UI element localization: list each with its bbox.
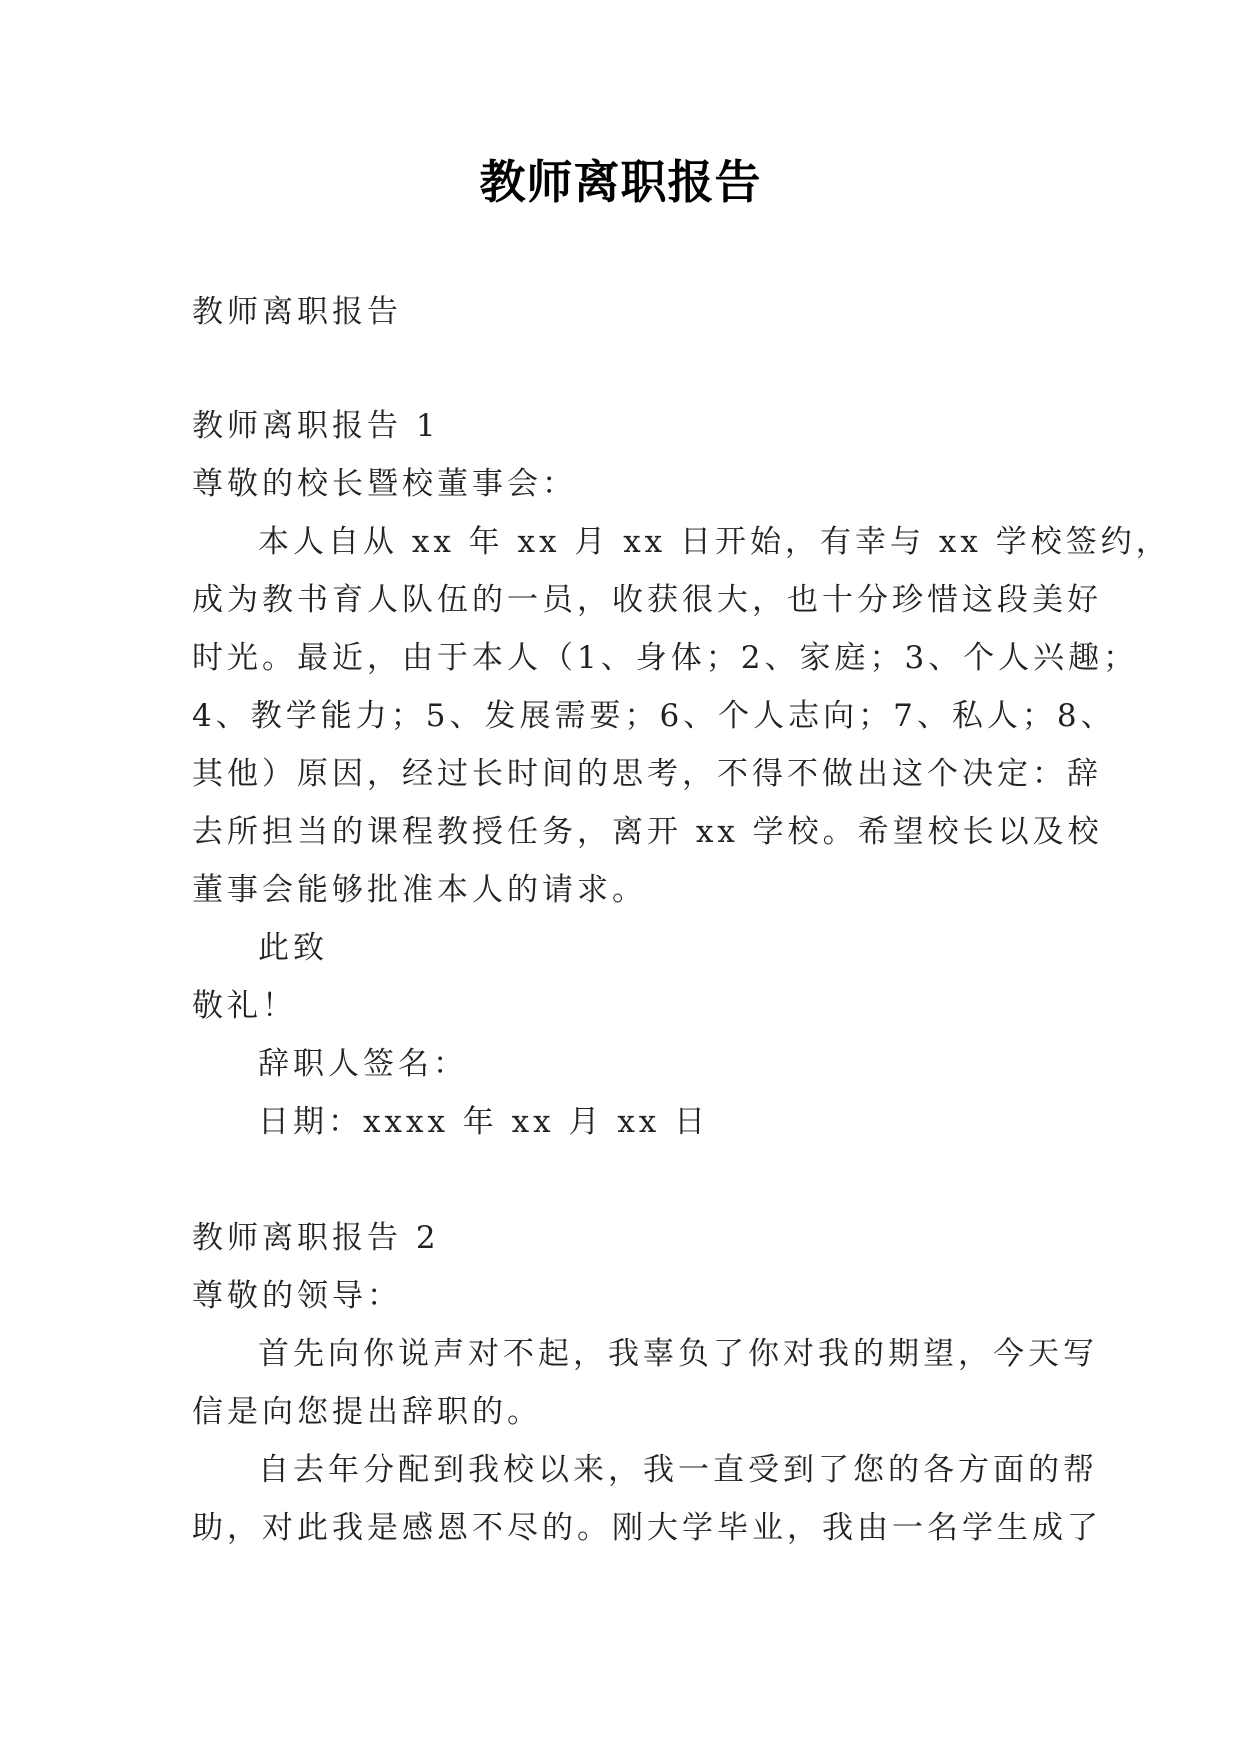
section1-date: 日期：xxxx 年 xx 月 xx 日 xyxy=(258,1104,710,1140)
section1-heading: 教师离职报告 1 xyxy=(192,408,440,444)
section1-salutation: 尊敬的校长暨校董事会： xyxy=(192,466,577,502)
section2-heading: 教师离职报告 2 xyxy=(192,1220,440,1256)
section1-closing-ci-zhi: 此致 xyxy=(258,930,328,966)
section1-closing-jing-li: 敬礼！ xyxy=(192,988,297,1024)
section1-paragraph-line: 本人自从 xx 年 xx 月 xx 日开始，有幸与 xx 学校签约， xyxy=(258,524,1171,560)
section2-salutation: 尊敬的领导： xyxy=(192,1278,402,1314)
section1-paragraph-line: 董事会能够批准本人的请求。 xyxy=(192,872,647,908)
section1-paragraph-line: 其他）原因，经过长时间的思考，不得不做出这个决定：辞 xyxy=(192,756,1102,792)
section2-paragraph1-line: 首先向你说声对不起，我辜负了你对我的期望，今天写 xyxy=(258,1336,1098,1372)
section1-paragraph-line: 时光。最近，由于本人（1、身体；2、家庭；3、个人兴趣； xyxy=(192,640,1139,676)
section1-signature: 辞职人签名： xyxy=(258,1046,468,1082)
section2-paragraph2-line: 自去年分配到我校以来，我一直受到了您的各方面的帮 xyxy=(258,1452,1098,1488)
section1-paragraph-line: 成为教书育人队伍的一员，收获很大，也十分珍惜这段美好 xyxy=(192,582,1102,618)
section2-paragraph1-line: 信是向您提出辞职的。 xyxy=(192,1394,542,1430)
section2-paragraph2-line: 助，对此我是感恩不尽的。刚大学毕业，我由一名学生成了 xyxy=(192,1510,1102,1546)
section1-paragraph-line: 去所担当的课程教授任务，离开 xx 学校。希望校长以及校 xyxy=(192,814,1103,850)
document-subtitle: 教师离职报告 xyxy=(192,294,402,330)
section1-paragraph-line: 4、教学能力；5、发展需要；6、个人志向；7、私人；8、 xyxy=(192,698,1116,734)
document-title: 教师离职报告 xyxy=(479,155,762,209)
